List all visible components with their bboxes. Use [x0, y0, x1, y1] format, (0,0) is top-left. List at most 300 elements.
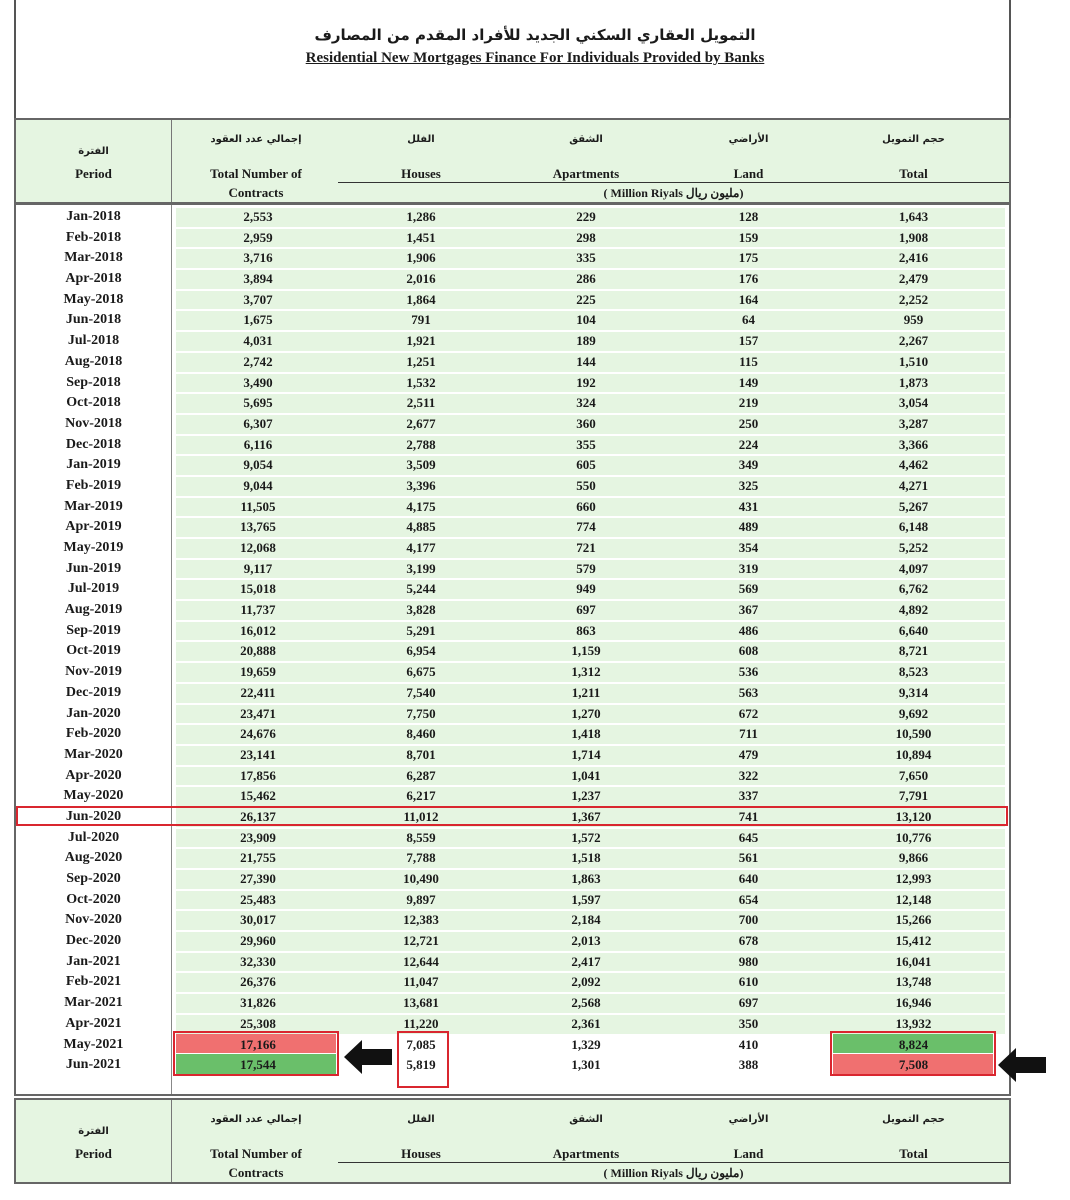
table-row — [16, 248, 1009, 269]
cell-total: 1,510 — [898, 353, 929, 369]
cell-apartments: 1,301 — [571, 1057, 601, 1073]
table-row — [16, 476, 1009, 497]
cell-contracts: 2,742 — [243, 353, 273, 369]
cell-period: Nov-2018 — [65, 415, 122, 431]
cell-period: Dec-2020 — [65, 933, 122, 949]
period-label-ar: الفترة — [78, 146, 109, 157]
apartments-label-en: Apartments — [552, 166, 620, 181]
table-row — [16, 497, 1009, 518]
cell-contracts: 29,960 — [240, 933, 276, 949]
cell-total: 4,271 — [898, 477, 929, 493]
table-header-bottom — [14, 1098, 1011, 1184]
cell-houses: 2,016 — [406, 271, 436, 287]
table-row — [16, 455, 1009, 476]
cell-period: May-2020 — [63, 788, 124, 804]
cell-houses: 8,460 — [406, 726, 436, 742]
cell-apartments: 660 — [576, 498, 596, 514]
cell-apartments: 1,041 — [571, 767, 601, 783]
contracts-label-ar: إجمالي عدد العقود — [210, 134, 302, 145]
period-label-ar-bottom: الفترة — [78, 1126, 109, 1137]
cell-total: 2,479 — [898, 271, 929, 287]
cell-apartments: 2,013 — [571, 933, 601, 949]
period-label-en: Period — [75, 166, 112, 181]
cell-houses: 3,509 — [406, 457, 436, 473]
cell-houses: 5,244 — [406, 581, 436, 597]
cell-contracts: 11,505 — [240, 498, 276, 514]
cell-houses: 11,012 — [403, 808, 439, 824]
cell-land: 64 — [742, 312, 755, 328]
cell-period: Mar-2020 — [64, 746, 123, 762]
cell-apartments: 355 — [576, 436, 596, 452]
cell-apartments: 324 — [576, 395, 596, 411]
cell-apartments: 1,329 — [571, 1036, 601, 1052]
cell-houses: 6,954 — [406, 643, 436, 659]
cell-land: 128 — [738, 209, 759, 224]
cell-total: 1,873 — [898, 374, 929, 390]
cell-contracts: 15,018 — [240, 581, 276, 597]
cell-period: Aug-2019 — [64, 602, 123, 618]
cell-apartments: 192 — [576, 374, 596, 390]
cell-apartments: 2,184 — [571, 912, 601, 928]
cell-apartments: 863 — [576, 622, 596, 638]
cell-land: 388 — [738, 1057, 759, 1073]
cell-houses: 1,532 — [406, 374, 436, 390]
table-row — [16, 724, 1009, 745]
cell-contracts: 5,695 — [243, 395, 273, 411]
land-label-ar: الأراضي — [728, 134, 769, 145]
cell-contracts: 6,307 — [243, 415, 273, 431]
cell-houses: 7,750 — [406, 705, 436, 721]
table-body — [14, 203, 1011, 1096]
cell-contracts: 3,707 — [243, 291, 273, 307]
cell-period: Jun-2020 — [65, 808, 122, 824]
table-row — [16, 910, 1009, 931]
table-row — [16, 931, 1009, 952]
cell-apartments: 1,714 — [571, 746, 601, 762]
cell-contracts: 12,068 — [240, 540, 276, 555]
cell-houses: 3,828 — [406, 602, 436, 618]
cell-total: 5,252 — [898, 540, 929, 555]
cell-apartments: 2,568 — [571, 995, 601, 1011]
cell-houses: 4,177 — [406, 540, 436, 555]
table-row — [16, 290, 1009, 311]
cell-contracts: 32,330 — [240, 953, 276, 969]
cell-houses: 11,220 — [403, 1015, 439, 1031]
cell-contracts: 21,755 — [240, 850, 276, 866]
table-row — [16, 414, 1009, 435]
contracts-label-en-1-bottom: Total Number of — [210, 1146, 302, 1161]
cell-houses: 12,644 — [403, 953, 439, 969]
cell-contracts: 4,031 — [243, 333, 273, 349]
cell-period: Oct-2019 — [66, 643, 121, 659]
cell-contracts: 23,471 — [240, 705, 276, 721]
cell-apartments: 1,597 — [571, 891, 601, 907]
cell-period: Aug-2018 — [64, 353, 123, 369]
table-row — [16, 538, 1009, 559]
cell-apartments: 1,270 — [571, 705, 601, 721]
cell-land: 319 — [738, 560, 759, 576]
cell-land: 700 — [738, 912, 759, 928]
cell-houses: 6,217 — [406, 788, 436, 804]
cell-contracts: 20,888 — [240, 643, 276, 659]
table-row — [16, 683, 1009, 704]
cell-land: 654 — [738, 891, 759, 907]
cell-apartments: 360 — [576, 415, 596, 431]
cell-houses: 1,286 — [406, 209, 436, 224]
cell-houses: 12,721 — [403, 933, 439, 949]
cell-apartments: 605 — [576, 457, 596, 473]
cell-land: 149 — [738, 374, 759, 390]
cell-total: 15,412 — [895, 933, 932, 949]
cell-apartments: 1,312 — [571, 664, 601, 680]
cell-houses: 6,287 — [406, 767, 436, 783]
total-label-ar: حجم التمويل — [882, 134, 945, 145]
cell-total: 7,508 — [898, 1057, 929, 1073]
land-label-en-bottom: Land — [733, 1146, 764, 1161]
table-row — [16, 766, 1009, 787]
cell-total: 9,692 — [898, 705, 929, 721]
cell-total: 6,640 — [898, 622, 929, 638]
cell-apartments: 697 — [576, 602, 596, 618]
cell-total: 4,097 — [898, 560, 929, 576]
cell-total: 13,120 — [895, 808, 932, 824]
cell-period: Mar-2021 — [64, 995, 123, 1011]
table-row — [16, 621, 1009, 642]
cell-total: 8,523 — [898, 664, 929, 680]
table-row — [16, 952, 1009, 973]
cell-houses: 5,291 — [406, 622, 436, 638]
cell-contracts: 31,826 — [240, 995, 276, 1011]
cell-land: 711 — [739, 726, 758, 742]
cell-period: Jun-2021 — [65, 1057, 122, 1073]
cell-contracts: 17,544 — [240, 1057, 276, 1073]
cell-apartments: 1,211 — [571, 684, 601, 700]
arrow-left-icon-2 — [998, 1048, 1046, 1082]
table-header-top — [14, 118, 1011, 204]
cell-contracts: 19,659 — [240, 664, 276, 680]
unit-label: ( Million Riyals مليون ريال) — [603, 186, 744, 200]
cell-total: 13,932 — [895, 1015, 932, 1031]
cell-land: 325 — [738, 477, 759, 493]
cell-apartments: 774 — [576, 519, 596, 535]
cell-houses: 8,559 — [406, 829, 436, 845]
cell-total: 8,824 — [898, 1036, 929, 1052]
cell-total: 3,287 — [898, 415, 929, 431]
cell-land: 159 — [738, 229, 759, 245]
houses-label-ar-bottom: الفلل — [407, 1114, 435, 1125]
cell-contracts: 25,308 — [240, 1015, 276, 1031]
cell-period: Apr-2020 — [65, 767, 122, 783]
cell-apartments: 229 — [576, 209, 596, 224]
cell-houses: 2,677 — [406, 415, 436, 431]
table-row — [16, 869, 1009, 890]
cell-land: 489 — [738, 519, 759, 535]
cell-houses: 10,490 — [403, 871, 439, 886]
cell-land: 610 — [738, 974, 759, 990]
cell-period: May-2021 — [63, 1036, 124, 1052]
table-row — [16, 559, 1009, 580]
table-row — [16, 331, 1009, 352]
cell-land: 250 — [738, 415, 759, 431]
cell-land: 672 — [738, 705, 759, 721]
cell-period: Oct-2020 — [66, 891, 121, 907]
table-row — [16, 745, 1009, 766]
cell-houses: 1,251 — [406, 353, 436, 369]
cell-period: Feb-2020 — [65, 726, 122, 742]
houses-label-en-bottom: Houses — [401, 1146, 441, 1161]
cell-houses: 6,675 — [406, 664, 436, 680]
cell-total: 16,946 — [895, 995, 932, 1011]
cell-apartments: 1,159 — [571, 643, 601, 659]
cell-apartments: 104 — [576, 312, 596, 328]
cell-contracts: 23,909 — [240, 829, 276, 845]
title-arabic: التمويل العقاري السكني الجديد للأفراد المقدم من المصارف — [314, 26, 756, 44]
cell-period: Apr-2021 — [65, 1015, 122, 1031]
cell-contracts: 2,959 — [243, 229, 273, 245]
cell-period: Dec-2018 — [65, 436, 122, 452]
cell-total: 3,054 — [898, 395, 929, 411]
cell-land: 176 — [738, 271, 759, 287]
cell-contracts: 11,737 — [240, 602, 276, 618]
cell-houses: 1,451 — [406, 229, 436, 245]
period-label-en-bottom: Period — [75, 1146, 112, 1161]
cell-contracts: 9,044 — [243, 477, 273, 493]
cell-apartments: 286 — [576, 271, 596, 287]
cell-contracts: 9,117 — [243, 560, 273, 576]
cell-land: 175 — [738, 250, 759, 266]
houses-label-en: Houses — [401, 166, 441, 181]
cell-total: 12,993 — [895, 871, 932, 886]
highlight-jun-2020-row — [16, 806, 1008, 826]
cell-apartments: 2,361 — [571, 1015, 601, 1031]
cell-contracts: 1,675 — [243, 312, 273, 328]
contracts-label-en-2: Contracts — [228, 185, 284, 200]
table-row — [16, 352, 1009, 373]
highlight-box-houses — [397, 1031, 449, 1088]
cell-contracts: 24,676 — [240, 726, 276, 742]
cell-contracts: 3,894 — [243, 271, 273, 287]
cell-contracts: 2,553 — [243, 209, 273, 224]
cell-apartments: 721 — [576, 540, 596, 555]
cell-contracts: 30,017 — [240, 912, 276, 928]
cell-total: 4,462 — [898, 457, 929, 473]
highlight-box-contracts — [173, 1031, 339, 1076]
apartments-label-ar-bottom: الشقق — [569, 1114, 603, 1125]
cell-total: 3,366 — [898, 436, 929, 452]
cell-period: Dec-2019 — [65, 684, 122, 700]
cell-land: 322 — [738, 767, 759, 783]
table-row — [16, 890, 1009, 911]
cell-houses: 2,788 — [406, 436, 436, 452]
cell-apartments: 298 — [576, 229, 596, 245]
table-row — [16, 704, 1009, 725]
cell-contracts: 3,716 — [243, 250, 273, 266]
cell-houses: 2,511 — [406, 395, 436, 411]
table-row — [16, 972, 1009, 993]
cell-period: Sep-2019 — [66, 622, 121, 638]
cell-land: 224 — [738, 436, 759, 452]
cell-contracts: 22,411 — [240, 684, 276, 700]
cell-houses: 4,885 — [406, 519, 436, 535]
cell-total: 7,791 — [898, 788, 929, 804]
cell-houses: 1,906 — [406, 250, 436, 266]
total-label-en: Total — [899, 166, 928, 181]
cell-total: 6,762 — [898, 581, 929, 597]
apartments-label-ar: الشقق — [569, 134, 603, 145]
cell-contracts: 27,390 — [240, 871, 276, 886]
cell-total: 10,894 — [895, 746, 932, 762]
arrow-left-icon-1 — [344, 1040, 392, 1074]
cell-period: Jul-2018 — [67, 333, 120, 349]
cell-contracts: 26,376 — [240, 974, 276, 990]
cell-land: 741 — [738, 808, 759, 824]
cell-contracts: 23,141 — [240, 746, 276, 762]
highlight-box-total — [830, 1031, 996, 1076]
cell-apartments: 579 — [576, 560, 596, 576]
cell-land: 678 — [738, 933, 759, 949]
cell-total: 1,908 — [898, 229, 929, 245]
cell-land: 645 — [738, 829, 759, 845]
cell-houses: 1,864 — [406, 291, 436, 307]
cell-land: 219 — [738, 395, 759, 411]
table-row — [16, 393, 1009, 414]
cell-houses: 11,047 — [403, 974, 439, 990]
cell-total: 10,590 — [895, 726, 932, 742]
cell-contracts: 25,483 — [240, 891, 276, 907]
cell-apartments: 2,417 — [571, 953, 601, 969]
cell-period: Jan-2021 — [66, 953, 121, 969]
table-row — [16, 662, 1009, 683]
table-row — [16, 310, 1009, 331]
cell-total: 959 — [903, 312, 924, 328]
cell-period: Jan-2019 — [66, 457, 121, 473]
cell-land: 410 — [738, 1036, 759, 1052]
cell-land: 115 — [739, 353, 758, 369]
cell-houses: 3,199 — [406, 560, 436, 576]
cell-land: 164 — [738, 291, 759, 307]
cell-period: Sep-2020 — [66, 871, 121, 886]
table-row — [16, 993, 1009, 1014]
cell-apartments: 1,572 — [571, 829, 601, 845]
cell-houses: 5,819 — [406, 1057, 436, 1073]
table-row — [16, 848, 1009, 869]
cell-total: 10,776 — [895, 829, 932, 845]
cell-total: 2,267 — [898, 333, 929, 349]
cell-period: Apr-2018 — [65, 271, 122, 287]
cell-houses: 7,788 — [406, 850, 436, 866]
cell-apartments: 225 — [576, 291, 596, 307]
cell-total: 8,721 — [898, 643, 929, 659]
unit-label-bottom: ( Million Riyals مليون ريال) — [603, 1166, 744, 1180]
contracts-label-en-1: Total Number of — [210, 166, 302, 181]
cell-total: 1,643 — [898, 209, 929, 224]
cell-total: 7,650 — [898, 767, 929, 783]
cell-contracts: 3,490 — [243, 374, 273, 390]
table-row — [16, 269, 1009, 290]
table-row — [16, 207, 1009, 228]
table-row — [16, 786, 1009, 807]
cell-contracts: 6,116 — [243, 436, 273, 452]
title-english: Residential New Mortgages Finance For Individuals Provided by Banks — [305, 50, 765, 66]
cell-apartments: 949 — [576, 581, 596, 597]
table-row — [16, 435, 1009, 456]
cell-land: 536 — [738, 664, 759, 680]
cell-land: 337 — [738, 788, 759, 804]
cell-land: 569 — [738, 581, 759, 597]
cell-land: 157 — [738, 333, 759, 349]
cell-apartments: 550 — [576, 477, 596, 493]
cell-land: 608 — [738, 643, 759, 659]
table-rows — [16, 207, 1009, 1076]
cell-total: 12,148 — [895, 891, 932, 907]
cell-total: 4,892 — [898, 602, 929, 618]
cell-total: 2,252 — [898, 291, 929, 307]
cell-apartments: 1,237 — [571, 788, 601, 804]
cell-land: 479 — [738, 746, 759, 762]
cell-period: Feb-2021 — [65, 974, 122, 990]
cell-period: Jul-2019 — [67, 581, 120, 597]
cell-period: Mar-2019 — [64, 498, 123, 514]
cell-land: 640 — [738, 871, 759, 886]
contracts-label-ar-bottom: إجمالي عدد العقود — [210, 1114, 302, 1125]
cell-period: Jul-2020 — [67, 829, 120, 845]
cell-houses: 8,701 — [406, 746, 436, 762]
cell-apartments: 2,092 — [571, 974, 601, 990]
cell-land: 697 — [738, 995, 759, 1011]
contracts-label-en-2-bottom: Contracts — [228, 1165, 284, 1180]
cell-contracts: 16,012 — [240, 622, 276, 638]
cell-land: 367 — [738, 602, 759, 618]
cell-contracts: 13,765 — [240, 519, 276, 535]
cell-total: 9,314 — [898, 684, 929, 700]
land-label-ar-bottom: الأراضي — [728, 1114, 769, 1125]
table-row — [16, 641, 1009, 662]
cell-contracts: 17,166 — [240, 1036, 276, 1052]
land-label-en: Land — [733, 166, 764, 181]
cell-apartments: 144 — [576, 353, 596, 369]
cell-land: 563 — [738, 684, 759, 700]
cell-land: 431 — [738, 498, 759, 514]
cell-period: Jun-2019 — [65, 560, 122, 576]
cell-total: 16,041 — [895, 953, 932, 969]
cell-apartments: 1,518 — [571, 850, 601, 866]
cell-apartments: 335 — [576, 250, 596, 266]
cell-land: 486 — [738, 622, 759, 638]
cell-apartments: 1,367 — [571, 808, 601, 824]
total-label-ar-bottom: حجم التمويل — [882, 1114, 945, 1125]
cell-total: 6,148 — [898, 519, 929, 535]
cell-period: Jan-2020 — [66, 705, 121, 721]
apartments-label-en-bottom: Apartments — [552, 1146, 620, 1161]
total-label-en-bottom: Total — [899, 1146, 928, 1161]
cell-period: Mar-2018 — [64, 250, 123, 266]
cell-period: Jun-2018 — [65, 312, 122, 328]
cell-period: Nov-2019 — [65, 664, 122, 680]
cell-houses: 3,396 — [406, 477, 436, 493]
cell-houses: 9,897 — [406, 891, 436, 907]
cell-period: Aug-2020 — [64, 850, 123, 866]
cell-total: 5,267 — [898, 498, 929, 514]
cell-houses: 4,175 — [406, 498, 436, 514]
cell-contracts: 26,137 — [240, 808, 276, 824]
cell-period: Feb-2019 — [65, 477, 122, 493]
table-row — [16, 579, 1009, 600]
table-row — [16, 600, 1009, 621]
table-row — [16, 517, 1009, 538]
cell-houses: 1,921 — [406, 333, 436, 349]
cell-period: Sep-2018 — [66, 374, 121, 390]
cell-period: May-2018 — [63, 291, 124, 307]
